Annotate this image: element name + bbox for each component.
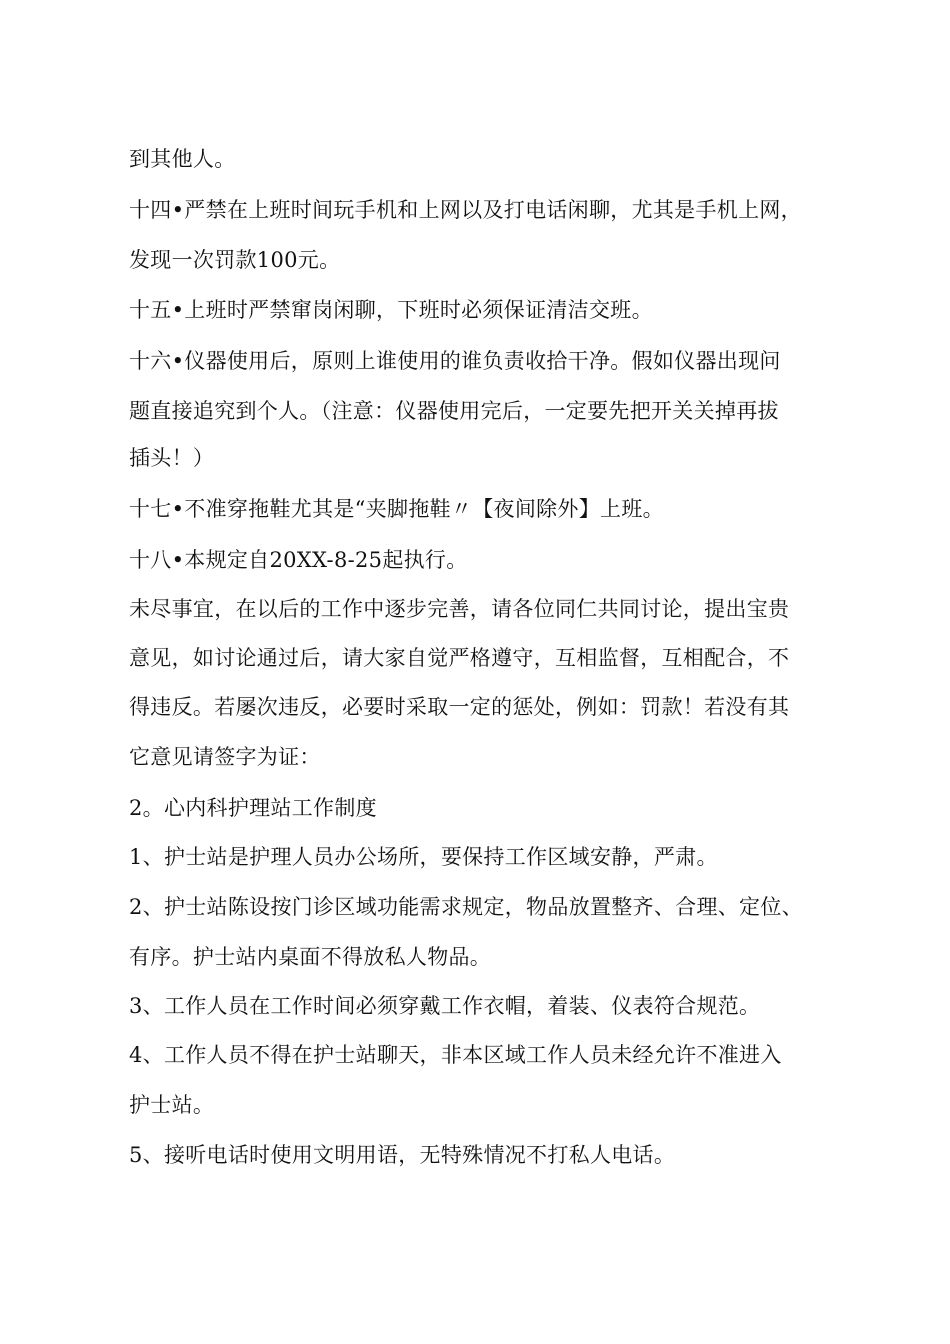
text-line: 有序。护士站内桌面不得放私人物品。 bbox=[129, 945, 492, 969]
text-line: 意见，如讨论通过后，请大家自觉严格遵守，互相监督，互相配合，不 bbox=[129, 646, 790, 670]
text-line: 十四•严禁在上班时间玩手机和上网以及打电话闲聊，尤其是手机上网， bbox=[129, 198, 802, 222]
text-line: 5、接听电话时使用文明用语，无特殊情况不打私人电话。 bbox=[129, 1143, 676, 1167]
section-heading: 2。心内科护理站工作制度 bbox=[129, 796, 377, 820]
text-line: 未尽事宜，在以后的工作中逐步完善，请各位同仁共同讨论，提出宝贵 bbox=[129, 597, 790, 621]
text-line: 十八•本规定自20XX-8-25起执行。 bbox=[129, 548, 468, 572]
text-line: 3、工作人员在工作时间必须穿戴工作衣帽，着装、仪表符合规范。 bbox=[129, 994, 761, 1018]
text-line: 十七•不准穿拖鞋尤其是“夹脚拖鞋〃【夜间除外】上班。 bbox=[129, 497, 664, 521]
text-line: 十六•仪器使用后，原则上谁使用的谁负责收拾干净。假如仪器出现问 bbox=[129, 349, 781, 373]
text-line: 到其他人。 bbox=[129, 147, 236, 171]
text-line: 题直接追究到个人。（注意：仪器使用完后，一定要先把开关关掉再拔 bbox=[129, 399, 779, 423]
text-line: 护士站。 bbox=[129, 1093, 215, 1117]
text-line: 2、护士站陈设按门诊区域功能需求规定，物品放置整齐、合理、定位、 bbox=[129, 895, 803, 919]
text-line: 它意见请签字为证： bbox=[129, 745, 321, 769]
text-line: 得违反。若屡次违反，必要时采取一定的惩处，例如：罚款！若没有其 bbox=[129, 695, 790, 719]
text-line: 插头！） bbox=[129, 446, 215, 470]
text-line: 十五•上班时严禁窜岗闲聊，下班时必须保证清洁交班。 bbox=[129, 298, 653, 322]
text-line: 1、护士站是护理人员办公场所，要保持工作区域安静，严肃。 bbox=[129, 845, 718, 869]
text-line: 发现一次罚款100元。 bbox=[129, 248, 341, 272]
text-line: 4、工作人员不得在护士站聊天，非本区域工作人员未经允许不准进入 bbox=[129, 1043, 782, 1067]
